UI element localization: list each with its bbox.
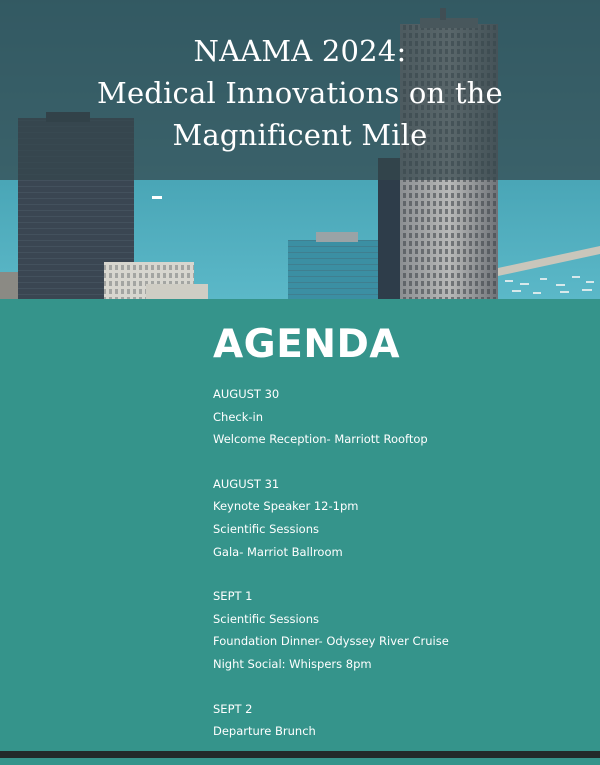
day-date: SEPT 1 xyxy=(213,589,253,604)
agenda-heading: AGENDA xyxy=(213,322,401,367)
day-date: SEPT 2 xyxy=(213,701,253,716)
agenda-day xyxy=(213,585,449,675)
agenda-day xyxy=(213,383,449,451)
agenda-item: Keynote Speaker 12-1pm xyxy=(213,499,359,514)
agenda-item: Foundation Dinner- Odyssey River Cruise xyxy=(213,634,449,649)
agenda-item: Gala- Marriot Ballroom xyxy=(213,544,343,559)
agenda-section xyxy=(0,299,600,751)
event-title xyxy=(0,30,600,156)
agenda-item: Welcome Reception- Marriott Rooftop xyxy=(213,432,428,447)
agenda-item: Scientific Sessions xyxy=(213,521,319,536)
agenda-day xyxy=(213,698,449,743)
agenda-item: Night Social: Whispers 8pm xyxy=(213,656,372,671)
agenda-item: Scientific Sessions xyxy=(213,611,319,626)
agenda-list xyxy=(213,383,449,765)
title-line: Medical Innovations on the xyxy=(97,76,503,110)
agenda-day xyxy=(213,473,449,563)
day-date: AUGUST 31 xyxy=(213,476,280,491)
title-line: Magnificent Mile xyxy=(172,118,428,152)
day-date: AUGUST 30 xyxy=(213,387,280,401)
hero-image xyxy=(0,0,600,299)
bottom-bar xyxy=(0,751,600,758)
title-line: NAAMA 2024: xyxy=(193,34,407,68)
agenda-item: Check-in xyxy=(213,409,264,424)
agenda-item: Departure Brunch xyxy=(213,724,316,739)
